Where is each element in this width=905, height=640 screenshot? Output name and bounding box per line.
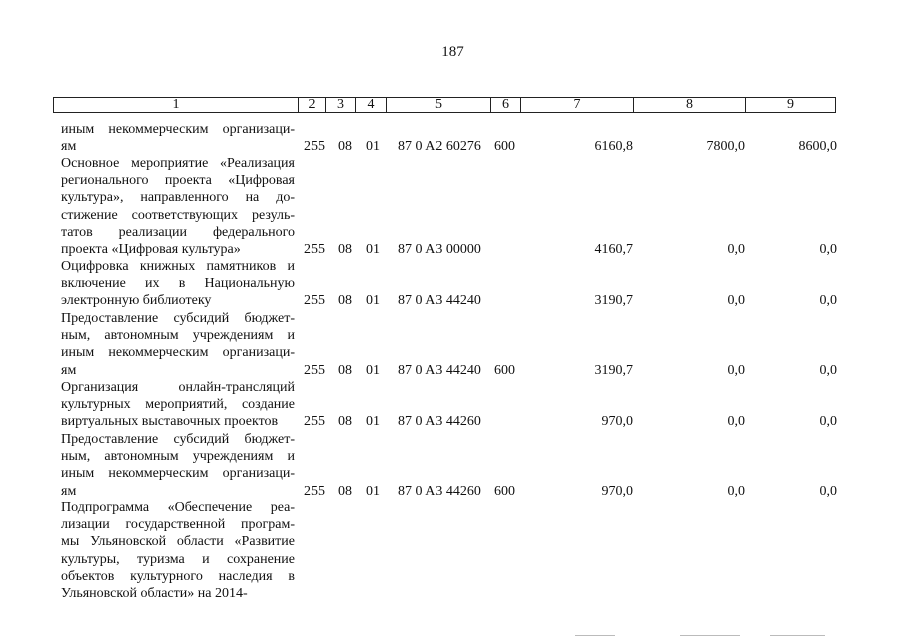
description-line: объектов культурного наследия в (61, 568, 295, 584)
cell-c5: 87 0 A3 44240 (398, 293, 481, 309)
description-line: иным некоммерческим организаци- (61, 122, 295, 137)
cell-c6: 600 (494, 483, 515, 499)
cell-c2: 255 (304, 483, 325, 499)
row-description (61, 379, 295, 431)
header-cell-5: 5 (387, 98, 491, 112)
cell-c2: 255 (304, 139, 325, 155)
description-line: стижение соответствующих резуль- (61, 207, 295, 223)
header-cell-4: 4 (356, 98, 387, 112)
description-line: культуры, туризма и сохранение (61, 551, 295, 567)
description-line: ным, автономным учреждениям и (61, 449, 295, 465)
table-header (53, 97, 836, 113)
description-line: Подпрограмма «Обеспечение реа- (61, 500, 295, 515)
scan-artifact (770, 635, 825, 636)
cell-c3: 08 (338, 242, 352, 257)
description-line: электронную библиотеку (61, 293, 212, 309)
cell-c9: 0,0 (819, 414, 837, 430)
scan-artifact (680, 635, 740, 636)
description-line: ным, автономным учреждениям и (61, 328, 295, 344)
header-cell-8: 8 (634, 98, 746, 112)
cell-c5: 87 0 A3 00000 (398, 242, 481, 257)
description-line: иным некоммерческим организаци- (61, 345, 295, 361)
cell-c6: 600 (494, 139, 515, 155)
description-line: Организация онлайн-трансляций (61, 380, 295, 395)
cell-c9: 8600,0 (798, 139, 837, 155)
header-cell-6: 6 (491, 98, 521, 112)
description-line: Предоставление субсидий бюджет- (61, 311, 295, 326)
row-description (61, 121, 295, 155)
row-description (61, 431, 295, 500)
cell-c4: 01 (366, 483, 380, 499)
description-line: виртуальных выставочных проектов (61, 414, 279, 430)
cell-c5: 87 0 A3 44260 (398, 483, 481, 499)
description-line: культура», направленного на до- (61, 190, 295, 206)
cell-c5: 87 0 A3 44240 (398, 362, 481, 378)
description-line: мы Ульяновской области «Развитие (61, 534, 295, 550)
cell-c9: 0,0 (819, 483, 837, 499)
cell-c8: 7800,0 (706, 139, 745, 155)
cell-c3: 08 (338, 293, 352, 309)
cell-c5: 87 0 A3 44260 (398, 414, 481, 430)
description-line: татов реализации федерального (61, 224, 295, 240)
cell-c3: 08 (338, 362, 352, 378)
description-line: иным некоммерческим организаци- (61, 466, 295, 482)
header-cell-9: 9 (787, 97, 794, 112)
cell-c7: 4160,7 (594, 242, 633, 257)
description-line: включение их в Национальную (61, 276, 295, 292)
row-description (61, 258, 295, 310)
cell-c4: 01 (366, 414, 380, 430)
cell-c7: 6160,8 (594, 139, 633, 155)
cell-c6: 600 (494, 362, 515, 378)
row-description (61, 310, 295, 379)
description-line: проекта «Цифровая культура» (61, 242, 241, 258)
scan-artifact (575, 635, 615, 636)
header-cell-2: 2 (299, 98, 326, 112)
description-line: культурных мероприятий, создание (61, 397, 295, 413)
cell-c7: 970,0 (601, 483, 633, 499)
cell-c9: 0,0 (819, 242, 837, 257)
cell-c4: 01 (366, 293, 380, 309)
row-description (61, 155, 295, 258)
description-line: Ульяновской области» на 2014- (61, 586, 248, 602)
row-description (61, 499, 295, 602)
header-cell-3: 3 (326, 98, 356, 112)
cell-c4: 01 (366, 242, 380, 257)
cell-c8: 0,0 (727, 242, 745, 257)
cell-c7: 970,0 (601, 414, 633, 430)
header-cell-7: 7 (521, 98, 634, 112)
cell-c8: 0,0 (727, 483, 745, 499)
cell-c2: 255 (304, 242, 325, 257)
cell-c9: 0,0 (819, 362, 837, 378)
description-line: лизации государственной програм- (61, 517, 295, 533)
description-line: Основное мероприятие «Реализация (61, 156, 295, 171)
description-line: регионального проекта «Цифровая (61, 173, 295, 189)
cell-c9: 0,0 (819, 293, 837, 309)
cell-c4: 01 (366, 362, 380, 378)
cell-c8: 0,0 (727, 414, 745, 430)
cell-c3: 08 (338, 139, 352, 155)
description-line: Предоставление субсидий бюджет- (61, 432, 295, 447)
description-line: ям (61, 362, 77, 378)
cell-c8: 0,0 (727, 293, 745, 309)
description-line: ям (61, 139, 77, 155)
cell-c4: 01 (366, 139, 380, 155)
cell-c3: 08 (338, 414, 352, 430)
description-line: Оцифровка книжных памятников и (61, 259, 295, 274)
header-cell-1: 1 (54, 98, 299, 112)
cell-c7: 3190,7 (594, 362, 633, 378)
cell-c2: 255 (304, 293, 325, 309)
cell-c2: 255 (304, 362, 325, 378)
cell-c8: 0,0 (727, 362, 745, 378)
cell-c2: 255 (304, 414, 325, 430)
cell-c7: 3190,7 (594, 293, 633, 309)
page-number: 187 (441, 44, 464, 60)
cell-c3: 08 (338, 483, 352, 499)
cell-c5: 87 0 A2 60276 (398, 139, 481, 155)
description-line: ям (61, 483, 77, 499)
